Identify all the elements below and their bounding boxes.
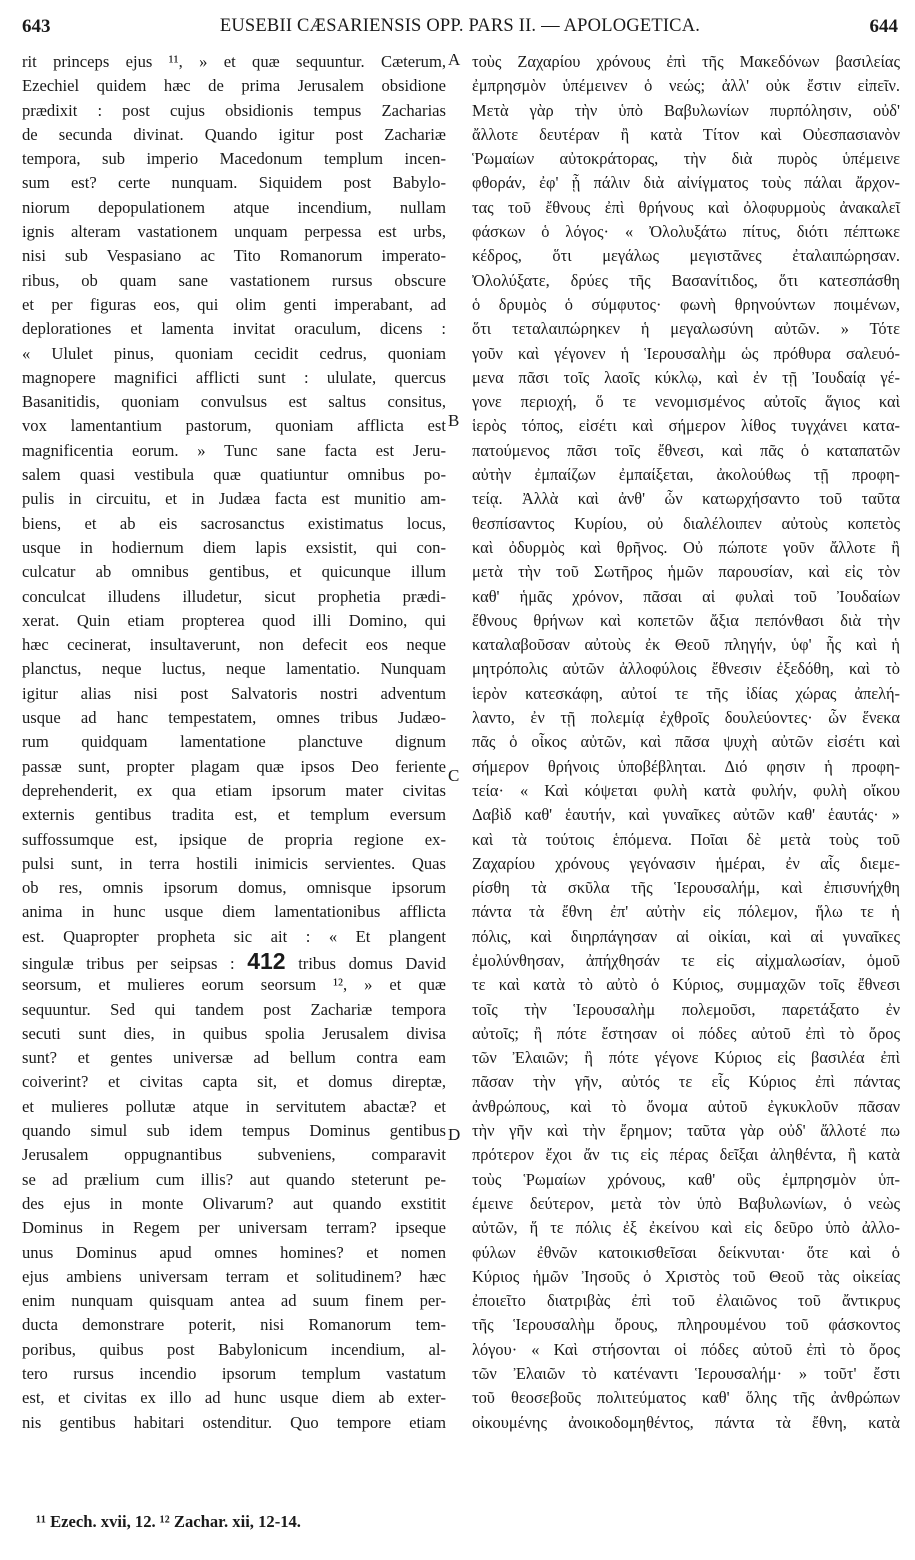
greek-text-line: μετὰ τὴν τοῦ Σωτῆρος ἡμῶν παρουσίαν, καὶ εἰς τὸν [472,562,900,582]
greek-text-line: καταλαβοῦσαν αὐτοὺς ἐκ Θεοῦ πληγήν, ὑφ' ἧς καὶ ἡ [472,635,900,655]
greek-text-line: γοῦν καὶ γέγονεν ἡ Ἱερουσαλὴμ ὡς πρόθυρα σαλευό- [472,343,900,363]
latin-text-line: niorum depopulationem atque incendium, nullam [22,197,446,217]
greek-text-line: τας τοῦ ἔθνους ἐπὶ θρήνους καὶ ὀλοφυρμοὺς ἀνακαλεῖ [472,197,900,217]
greek-text-line: πατούμενος πᾶσι τοῖς ἔθνεσι, καὶ πᾶς ὁ καταπατῶν [472,440,900,460]
margin-letter-b: B [448,411,460,430]
greek-text-line: Κύριος ἡμῶν Ἰησοῦς ὁ Χριστὸς τοῦ Θεοῦ τὰς οἰκείας [472,1266,900,1286]
latin-text-line: coiverint? et civitas capta sit, et domus direptæ, [22,1072,446,1092]
latin-text-line: enim nunquam quisquam antea ad suum finem per- [22,1291,446,1311]
greek-text-line: τοὺς Ῥωμαίων χρόνους, καθ' οὓς ἐμπρησμὸν ὑπ- [472,1169,900,1189]
latin-text-line: Dominus in Regem per universam terram? ipseque [22,1218,446,1238]
latin-text-line: secuti sunt dies, in quibus spolia Jerusalem divisa [22,1023,446,1043]
latin-text-line: anima in hunc usque diem lamentationibus afflicta [22,902,446,922]
latin-text-line: sequuntur. Sed qui tandem post Zachariæ tempora [22,999,446,1019]
greek-text-line: ἄλλοτε δευτέραν ἢ κατὰ Τίτον καὶ Οὐεσπασιανὸν [472,124,900,144]
footnotes: ¹¹ Ezech. xvii, 12. ¹² Zachar. xii, 12-14. [36,1512,301,1531]
greek-text-line: φθοράν, ἐφ' ᾗ πάλιν διὰ αἰνίγματος τοὺς πάλαι ἄρχον- [472,173,900,193]
latin-text-line: passæ sunt, propter plagam quæ ipsos Deo feriente [22,756,446,776]
greek-text-line: γονε περιοχή, ὅ τε νενομισμένος αὐτοῖς ἅγιος καὶ [472,392,900,412]
greek-text-line: πρότερον ἔχοι ἄν τις εἰς πέρας δεῖξαι ἀληθέντα, ἢ κατὰ [472,1145,900,1165]
latin-text-line: des ejus in monte Olivarum? aut quando exstitit [22,1193,446,1213]
greek-text-line: τεία· « Καὶ κόψεται φυλὴ κατὰ φυλήν, φυλὴ οἴκου [472,780,900,800]
greek-text-line: λόγου· « Καὶ στήσονται οἱ πόδες αὐτοῦ ἐπὶ τὸ ὄρος [472,1339,900,1359]
greek-text-line: φάσκων ὁ λόγος· « Ὀλολυξάτω πίτυς, διότι πέπτωκε [472,222,900,242]
greek-text-line: Μετὰ γὰρ τὴν ὑπὸ Βαβυλωνίων πυρπόλησιν, οὐδ' [472,100,900,120]
latin-text-line: sum est? certe nunquam. Siquidem post Babylo- [22,173,446,193]
greek-text-line: Δαβὶδ καθ' ἑαυτήν, καὶ γυναῖκες αὐτῶν καθ' ἑαυτάς· » [472,805,900,825]
latin-text-line: externis gentibus tradita est, et templum eversum [22,805,446,825]
latin-text-line: biens, et ab eis sacrosanctus existimatus locus, [22,513,446,533]
latin-text-line: de secunda divinat. Quando igitur post Zachariæ [22,124,446,144]
greek-text-line: τοῦ θεοσεβοῦς πολιτεύματος καθ' ὅλης τῆς ἀνθρώπων [472,1388,900,1408]
greek-text-line: Ῥωμαίων αὐτοκράτορας, τὴν διὰ πυρὸς ὑπέμεινε [472,149,900,169]
page-number-right: 644 [869,16,898,37]
greek-text-line: τὴν γῆν καὶ τὴν ἔρημον; ταῦτα γὰρ οὐδ' ἄλλοτέ πω [472,1121,900,1141]
greek-text-line: λαντο, ἐν τῇ πολεμίᾳ ἐχθροῖς δουλεύοντες· ὧν ἕνεκα [472,708,900,728]
greek-text-line: τοὺς Ζαχαρίου χρόνους ἐπὶ τῆς Μακεδόνων βασιλείας [472,52,900,71]
greek-text-line: αὐτοῖς; ἢ πότε ἔστησαν οἱ πόδες αὐτοῦ ἐπὶ τὸ ὄρος [472,1023,900,1043]
greek-text-line: τῆς Ἱερουσαλὴμ ὄρους, πληρουμένου τοῦ φάσκοντος [472,1315,900,1335]
latin-text-line: et per figuras eos, qui olim genti imperabant, ad [22,294,446,314]
text-segment: tribus domus David [285,953,446,973]
greek-text-line: αὐτῶν, ἥ τε πόλις ἐξ ἐκείνου καὶ εἰς δεῦρο ὑπὸ ἀλλο- [472,1218,900,1238]
latin-text-line: pulsi sunt, in terra hostili inimicis servientes. Quas [22,853,446,873]
greek-text-line: ὁ δρυμὸς ὁ σύμφυτος· φωνὴ θρηνούντων ποιμένων, [472,294,900,314]
latin-text-line: sunt? et gentes universæ ad bellum contra eam [22,1048,446,1068]
page-number-left: 643 [22,16,51,37]
latin-text-line: ob res, omnis ipsorum domus, omnisque ipsorum [22,878,446,898]
latin-text-line: ribus, ob quam sane vastationem rursus obscure [22,270,446,290]
latin-text-line: magnopere magnifici afflicti sunt : ululate, quercus [22,367,446,387]
latin-text-line: Basanitidis, quoniam convulsus est saltus consitus, [22,392,446,412]
greek-text-line: φύλων ἐθνῶν κατοικισθεῖσαι δείκνυται· ὅτε καὶ ὁ [472,1242,900,1262]
latin-text-line: « Ululet pinus, quoniam cecidit cedrus, quoniam [22,343,446,363]
latin-text-line: quando simul sub idem tempus Dominus gentibus [22,1121,446,1141]
greek-text-line: τοῖς τὴν Ἱερουσαλὴμ πολεμοῦσι, παρετάξατο ἐν [472,999,900,1019]
margin-letter-d: D [448,1125,461,1144]
greek-text-line: πάντα τὰ ἔθνη ἐπ' αὐτὴν εἰς πόλεμον, ἥλω τε ἡ [472,902,900,922]
greek-text-line: τῶν Ἐλαιῶν; ἢ πότε γέγονε Κύριος εἰς βασιλέα ἐπὶ [472,1048,900,1068]
greek-text-line: σήμερον θρήνοις ὑποβέβληται. Διό φησιν ἡ προφη- [472,756,900,776]
latin-text-line: pulis in circuitu, et in Judæa facta est munitio am- [22,489,446,509]
text-segment: singulæ tribus per seipsas : [22,953,248,973]
greek-text-line: ἐμπρησμὸν ὑπέμεινεν ὁ νεώς; ἀλλ' οὐκ ἔστιν εἰπεῖν. [472,76,900,96]
latin-text-line: hæc cecinerat, insultaverunt, non defecit eos neque [22,635,446,655]
latin-text-line: xerat. Quin etiam propterea quod illi Domino, qui [22,610,446,630]
latin-text-line: ejus ambiens universam terram et solitudinem? hæc [22,1266,446,1286]
latin-text-line: deplorationes et lamenta invitat oraculum, dicens : [22,319,446,339]
latin-text-line: et mulieres pollutæ atque in servitutem abactæ? et [22,1096,446,1116]
greek-text-line: τείᾳ. Ἀλλὰ καὶ ἀνθ' ὧν κατωρχήσαντο τοῦ ταῦτα [472,489,900,509]
latin-text-line: nisi sub Vespasiano ac Tito Romanorum imperato- [22,246,446,266]
latin-column [22,50,446,1435]
latin-text-line: poribus, quibus post Babylonicum incendium, al- [22,1339,446,1359]
latin-text-line: unus Dominus apud omnes homines? et nomen [22,1242,446,1262]
latin-text-line: ignis alteram vastationem unquam perpessa est urbs, [22,222,446,242]
greek-text-line: καὶ τὰ τούτοις ἑπόμενα. Ποῖαι δὲ μετὰ τοὺς τοῦ [472,829,900,849]
margin-letter-c: C [448,766,460,785]
latin-text-line: igitur alias nisi post Salvatoris nostri adventum [22,683,446,703]
greek-text-line: Ὀλολύξατε, δρύες τῆς Βασανίτιδος, ὅτι κατεσπάσθη [472,270,900,290]
latin-text-line: rum quidquam lamentatione planctuve dignum [22,732,446,752]
latin-text-line: nis gentibus habitari ostenditur. Quo tempore etiam [22,1412,446,1432]
greek-text-line: οἰκουμένης ἀνοικοδομηθέντος, πάντα τὰ ἔθνη, κατὰ [472,1412,900,1432]
greek-text-line: ρίσθη τὰ σκῦλα τῆς Ἱερουσαλήμ, καὶ ἐπισυνήχθη [472,878,900,898]
latin-text-line: est. Quapropter propheta sic ait : « Et plangent [22,926,446,946]
greek-text-line: θεσπίσαντος Κυρίου, οὐ διαλέλοιπεν αὐτοὺς κοπετὸς [472,513,900,533]
latin-text-line: usque ad hanc tempestatem, omnes tribus Judæo- [22,708,446,728]
latin-text-line [22,949,446,973]
latin-text-line: tero rursus incendio ipsorum templum vastatum [22,1364,446,1384]
latin-text-line: Ezechiel quidem hæc de prima Jerusalem obsidione [22,76,446,96]
latin-text-line: culcatur ab omnibus gentibus, et quicunque illum [22,562,446,582]
greek-text-line: έμεινε δεύτερον, μετὰ τὸν ὑπὸ Βαβυλωνίων, ὁ νεὼς [472,1193,900,1213]
greek-text-line: αὐτὴν ἐμπαίζων ἐμπαίξεται, ἀκολούθως τῇ προφη- [472,465,900,485]
latin-text-line: se ad prælium cum illis? aut quando steterunt pe- [22,1169,446,1189]
latin-text-line: suffossumque est, ipsique de propria regione ex- [22,829,446,849]
latin-text-line: usque in hodiernum diem lapis exsistit, qui con- [22,537,446,557]
latin-text-line: deprehenderit, ex qua etiam ipsorum mater civitas [22,780,446,800]
running-title: EUSEBII CÆSARIENSIS OPP. PARS II. — APOLOGETICA. [219,16,701,36]
greek-text-line: ἐμολύνθησαν, ἀπήχθησάν τε εἰς αἰχμαλωσίαν, ὁμοῦ [472,950,900,970]
greek-text-line: πόλις, καὶ διηρπάγησαν αἱ οἰκίαι, καὶ αἱ γυναῖκες [472,926,900,946]
greek-text-line: ἱερὸς τόπος, εἰσέτι καὶ σήμερον λίθος τυγχάνει κατα- [472,416,900,436]
greek-text-line: Ζαχαρίου χρόνους γεγόνασιν ἡμέραι, ἐν αἷς διεμε- [472,853,900,873]
latin-text-line: tempora, sub imperio Macedonum templum incen- [22,149,446,169]
greek-text-line: τε καὶ κατὰ τὸ αὐτὸ ὁ Κύριος, συμμαχῶν τοῖς ἔθνεσι [472,975,900,995]
greek-text-line: καθ' ἡμᾶς χρόνον, πᾶσαι αἱ φυλαὶ τοῦ Ἰουδαίων [472,586,900,606]
greek-text-line: ἔθνους θρήνων καὶ κοπετῶν ἄξια πεπόνθασι διὰ τὴν [472,610,900,630]
page-header [22,16,898,40]
latin-text-line: seorsum, et mulieres eorum seorsum ¹², » et quæ [22,975,446,995]
greek-text-line: ὅτι τεταλαιπώρηκεν ἡ μεγαλωσύνη αὐτῶν. » Τότε [472,319,900,339]
greek-text-line: τῶν Ἐλαιῶν τὸ κατέναντι Ἱερουσαλήμ· » τοῦτ' ἔστι [472,1364,900,1384]
latin-text-line: salem quasi vestibula quæ quatiuntur omnibus po- [22,465,446,485]
latin-text-line: Jerusalem oppugnantibus subveniens, comparavit [22,1145,446,1165]
latin-text-line: ducta demonstrare poterit, nisi Romanorum tem- [22,1315,446,1335]
margin-letter-a: A [448,50,461,69]
column-number: 412 [247,947,286,974]
greek-text-line: πᾶς ὁ οἶκος αὐτῶν, καὶ πᾶσα ψυχὴ αὐτῶν εἰσέτι καὶ [472,732,900,752]
greek-text-line: ἐποιεῖτο διατριβὰς ἐπὶ τοῦ ἐλαιῶνος τοῦ ἄντικρυς [472,1291,900,1311]
greek-text-line: μενα πᾶσι τοῖς λαοῖς κύκλῳ, καὶ ἐν τῇ Ἰουδαίᾳ γέ- [472,367,900,387]
latin-text-line: rit princeps ejus ¹¹, » et quæ sequuntur. Cæterum, [22,52,446,71]
greek-text-line: πᾶσαν τὴν γῆν, αὐτός τε εἷς Κύριος ἐπὶ πάντας [472,1072,900,1092]
greek-text-line: καὶ ὀδυρμὸς καὶ θρῆνος. Οὐ πώποτε γοῦν ἄλλοτε ἢ [472,537,900,557]
latin-text-line: vox lamentantium pastorum, quoniam afflicta est [22,416,446,436]
latin-text-line: est, et civitas ex illo ad hunc usque diem ab exter- [22,1388,446,1408]
latin-text-line: planctus, neque luctus, neque lamentatio. Nunquam [22,659,446,679]
greek-text-line: κέδρος, ὅτι μεγάλως μεγιστᾶνες ἐταλαιπώρησαν. [472,246,900,266]
latin-text-line: conculcat illudens illudetur, sicut prophetia prædi- [22,586,446,606]
latin-text-line: magnificentia eorum. » Tunc sane facta est Jeru- [22,440,446,460]
greek-text-line: ἱερὸν κατεσκάφη, αὐτοί τε τῆς ἰδίας χώρας ἀπελή- [472,683,900,703]
greek-text-line: ἀνθρώπους, καὶ τὸ ὄνομα αὐτοῦ ἐγκυκλοῦν πᾶσαν [472,1096,900,1116]
greek-text-line: μητρόπολις αὐτῶν ἀλλοφύλοις ἔθνεσιν ἐξεδόθη, καὶ τὸ [472,659,900,679]
latin-text-line: prædixit : post cujus obsidionis tempus Zacharias [22,100,446,120]
greek-column [472,50,900,1435]
